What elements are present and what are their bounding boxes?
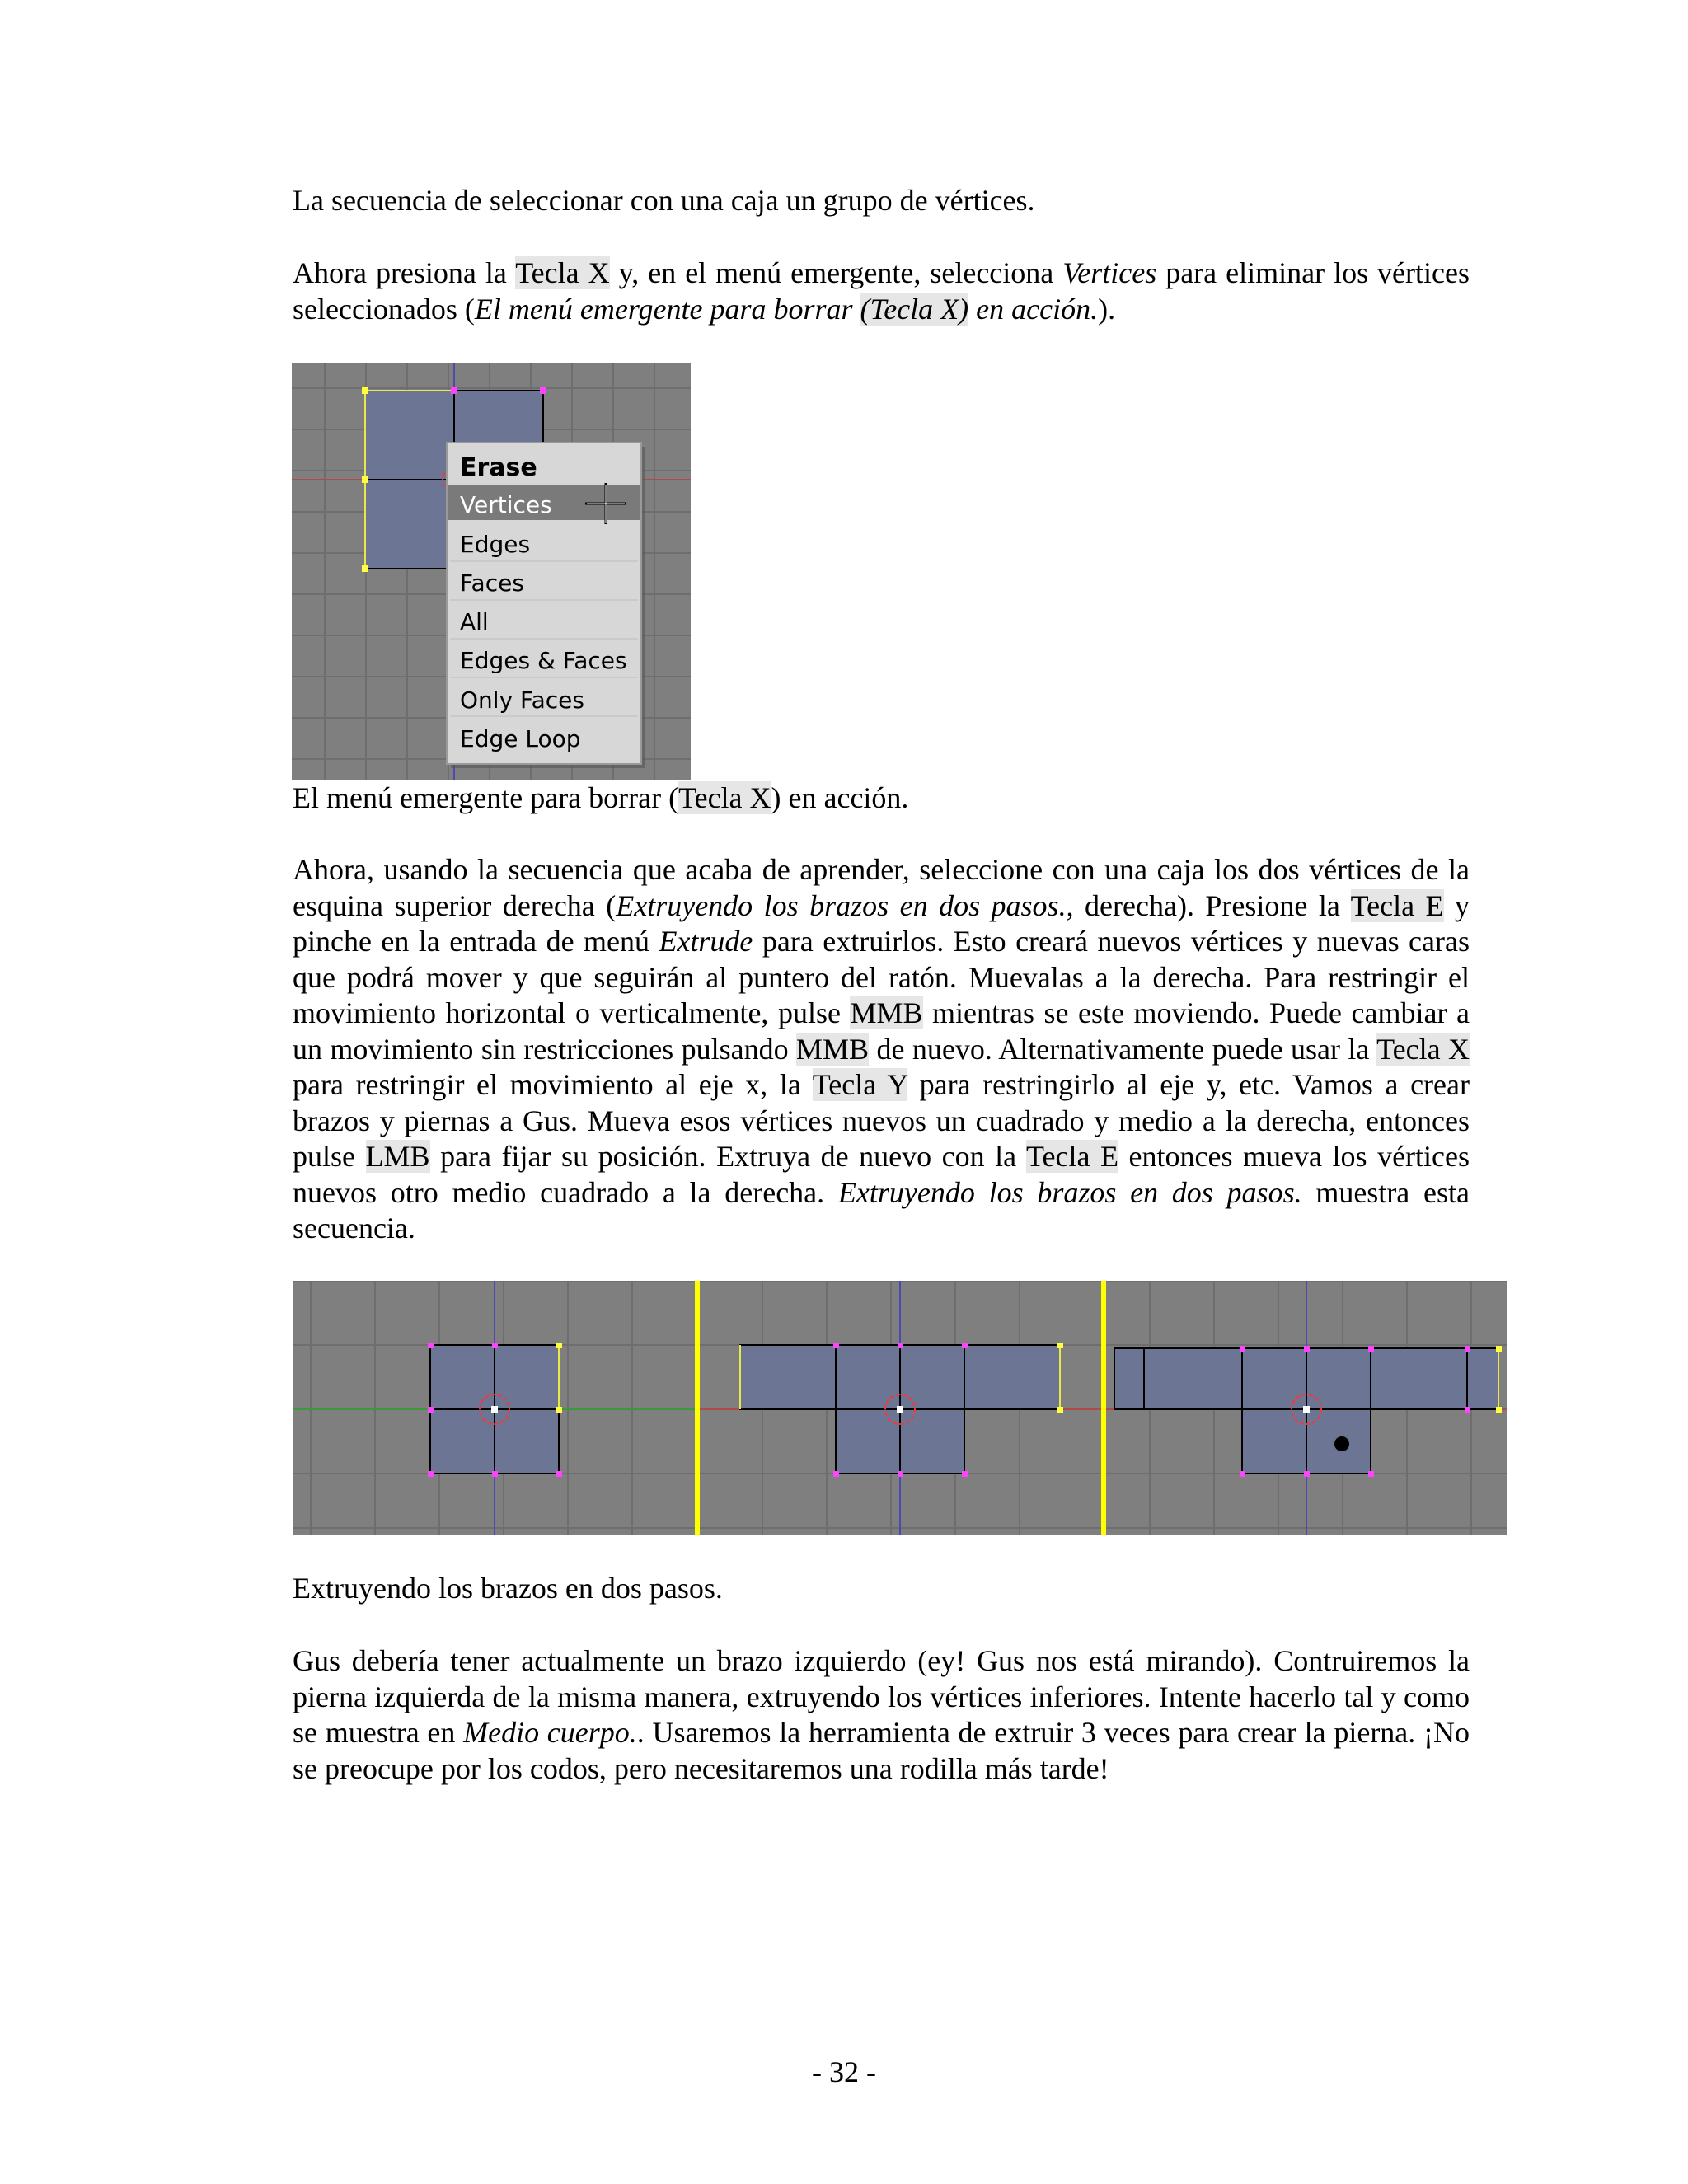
- figure-reference: Extruyendo los brazos en dos pasos.: [616, 888, 1067, 922]
- mesh-face: [365, 480, 454, 569]
- key-highlight: Tecla Y: [812, 1068, 908, 1101]
- menu-item-all[interactable]: All: [460, 608, 489, 635]
- text: . Usaremos la herramienta de extruir 3 veces para crear la pierna. ¡No se preocupe por los codos, pero necesitaremos una rodilla más tarde!: [293, 1716, 1470, 1785]
- paragraph-1: La secuencia de seleccionar con una caja un grupo de vértices.: [293, 184, 1035, 217]
- key-highlight: MMB: [796, 1032, 870, 1066]
- mesh-face: [365, 391, 454, 480]
- menu-item-vertices[interactable]: Vertices: [460, 491, 552, 518]
- vertex: [540, 387, 546, 394]
- text: Ahora presiona la: [293, 256, 516, 289]
- key-highlight: LMB: [365, 1140, 430, 1173]
- figure-reference: Medio cuerpo.: [463, 1716, 637, 1749]
- key-highlight: Tecla X: [515, 256, 610, 289]
- text: Gus debería tener actualmente un brazo izquierdo (ey! Gus nos está mirando). Contruiremos la pierna izquierda de la misma manera, extruyendo los vértices inferiores. Intente hacerlo tal y como se muestra en: [293, 1644, 1470, 1749]
- menu-reference: Vertices: [1062, 256, 1157, 289]
- text: entonces mueva los vértices nuevos otro medio cuadrado a la derecha.: [293, 1140, 1470, 1209]
- key-highlight: Tecla E: [1350, 888, 1444, 922]
- text: para restringirlo al eje y, etc. Vamos a crear brazos y piernas a Gus. Mueva esos vértices nuevos un cuadrado y medio a la derecha, entonces pulse: [293, 1068, 1470, 1173]
- text: para extruirlos. Esto creará nuevos vértices y nuevas caras que podrá mover y que seguirán al puntero del ratón. Muevalas a la derecha. Para restringir el movimiento horizontal o verticalmente, pulse: [293, 925, 1470, 1029]
- key-highlight: Tecla X: [678, 781, 771, 814]
- vertex-selected: [362, 476, 368, 483]
- vertex: [451, 387, 457, 394]
- paragraph-3: [293, 852, 1470, 1247]
- erase-menu-figure: [292, 363, 691, 780]
- menu-item-edge-loop[interactable]: Edge Loop: [460, 725, 581, 752]
- menu-reference: Extrude: [659, 925, 753, 958]
- vertex-selected: [362, 565, 368, 572]
- key-highlight: Tecla E: [1026, 1140, 1118, 1173]
- mouse-pointer-dot: [1334, 1436, 1349, 1451]
- figure-reference: El menú emergente para borrar: [474, 292, 860, 326]
- text: y pinche en la entrada de menú: [293, 888, 1470, 958]
- text: mientras se este moviendo. Puede cambiar a un movimiento sin restricciones pulsando: [293, 996, 1470, 1066]
- text: de nuevo. Alternativamente puede usar la: [869, 1032, 1377, 1066]
- figure-reference: Extruyendo los brazos en dos pasos.: [837, 1175, 1302, 1209]
- text: ).: [1098, 292, 1116, 326]
- text: para fijar su posición. Extruya de nuevo con la: [429, 1140, 1027, 1173]
- paragraph-2: [293, 255, 1470, 327]
- paragraph-4: [293, 1643, 1470, 1787]
- panel-divider: [1101, 1281, 1106, 1535]
- figure-2-caption: Extruyendo los brazos en dos pasos.: [293, 1572, 723, 1605]
- key-highlight: (Tecla X): [860, 292, 969, 326]
- menu-item-faces[interactable]: Faces: [460, 569, 524, 597]
- text: y, en el menú emergente, selecciona: [609, 256, 1063, 289]
- menu-item-edges[interactable]: Edges: [460, 531, 531, 558]
- menu-title: Erase: [460, 453, 537, 482]
- text: muestra esta secuencia.: [293, 1175, 1470, 1244]
- vertex-selected: [362, 387, 368, 394]
- text: ) en acción.: [771, 781, 909, 814]
- key-highlight: Tecla X: [1376, 1032, 1470, 1066]
- key-highlight: MMB: [850, 996, 923, 1029]
- text: Ahora, usando la secuencia que acaba de aprender, seleccione con una caja los dos vértices de la esquina superior derecha (: [293, 853, 1470, 922]
- panel-divider: [695, 1281, 700, 1535]
- figure-reference: en acción.: [968, 292, 1099, 326]
- text: , derecha). Presione la: [1066, 888, 1351, 922]
- figure-1-caption: [293, 780, 1470, 817]
- text: para restringir el movimiento al eje x, la: [293, 1068, 813, 1101]
- extrude-sequence-figure: [293, 1281, 1507, 1535]
- text: para eliminar los vértices seleccionados (: [293, 256, 1470, 326]
- menu-item-edges-faces[interactable]: Edges & Faces: [460, 647, 627, 674]
- menu-item-only-faces[interactable]: Only Faces: [460, 687, 584, 714]
- text: El menú emergente para borrar (: [293, 781, 679, 814]
- page-number: - 32 -: [812, 2055, 876, 2088]
